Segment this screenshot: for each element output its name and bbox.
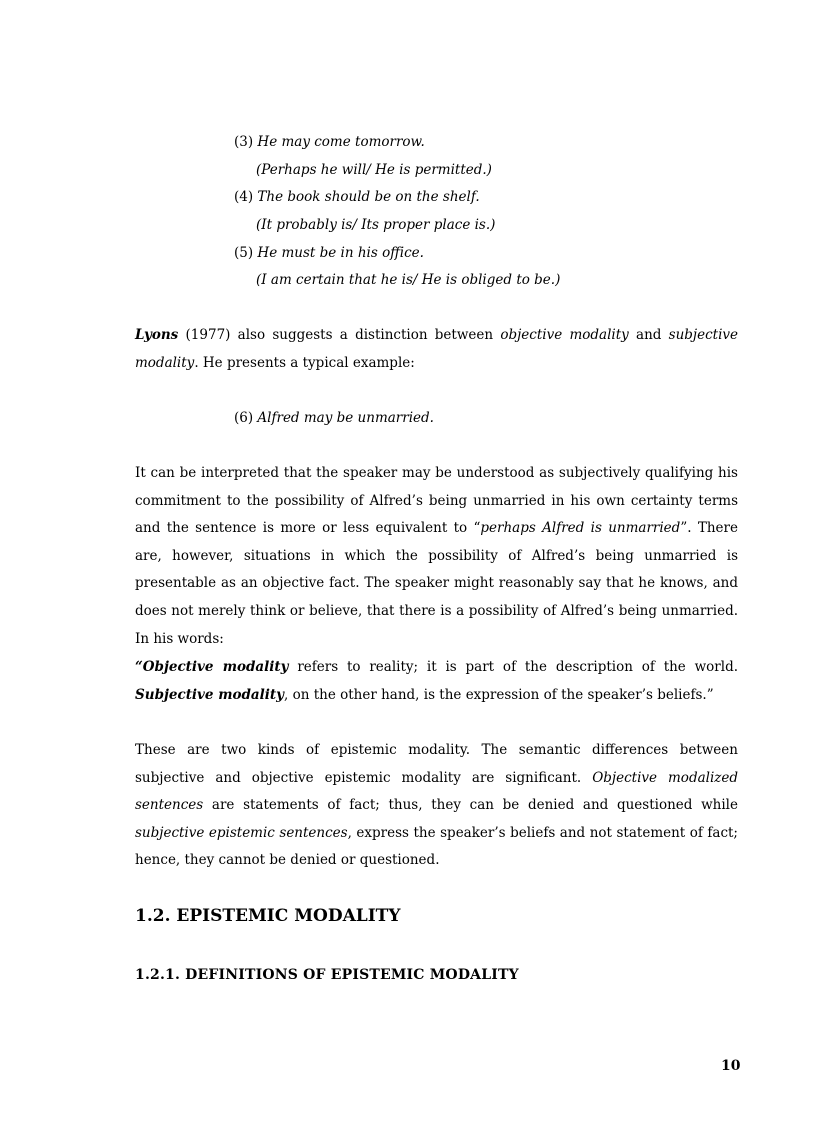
example-number: (6) [234, 410, 254, 426]
subsection-heading: 1.2.1. DEFINITIONS OF EPISTEMIC MODALITY [135, 967, 519, 983]
example-number: (3) [234, 134, 254, 150]
example-3-gloss: (Perhaps he will/ He is permitted.) [256, 162, 492, 178]
example-number: (5) [234, 245, 254, 261]
page-number: 10 [721, 1058, 741, 1074]
example-6 [234, 410, 434, 426]
quote-block: “Objective modality refers to reality; it is part of the description of the world. Subjective modality, on the other hand, is the expression of the speaker’s beliefs.” [135, 659, 739, 703]
example-3 [234, 134, 425, 150]
example-4 [234, 189, 480, 205]
example-sentence: Alfred may be unmarried. [257, 410, 434, 426]
author-name: Lyons [135, 327, 179, 343]
section-heading: 1.2. EPISTEMIC MODALITY [135, 906, 401, 926]
paragraph-lyons: Lyons (1977) also suggests a distinction between objective modality and subjective modality. He presents a typical example: [135, 327, 739, 371]
example-5-gloss: (I am certain that he is/ He is obliged to be.) [256, 272, 561, 288]
paragraph-epistemic-kinds: These are two kinds of epistemic modality. The semantic differences between subjective and objective epistemic modality are significant. Objective modalized sentences are statements of fact; thus, they can be denied and questioned while subjective epistemic sentences, express the speaker’s beliefs and not statement of fact; hence, they cannot be denied or questioned. [135, 742, 739, 869]
example-4-gloss: (It probably is/ Its proper place is.) [256, 217, 496, 233]
example-sentence: The book should be on the shelf. [257, 189, 480, 205]
example-number: (4) [234, 189, 254, 205]
example-sentence: He must be in his office. [257, 245, 424, 261]
example-sentence: He may come tomorrow. [257, 134, 425, 150]
paragraph-interpretation: It can be interpreted that the speaker may be understood as subjectively qualifying his commitment to the possibility of Alfred’s being unmarried in his own certainty terms and the sentence is more or less equivalent to “perhaps Alfred is unmarried”. There are, however, situations in which the possibility of Alfred’s being unmarried is presentable as an objective fact. The speaker might reasonably say that he knows, and does not merely think or believe, that there is a possibility of Alfred’s being unmarried. In his words: [135, 465, 738, 647]
example-5 [234, 245, 424, 261]
